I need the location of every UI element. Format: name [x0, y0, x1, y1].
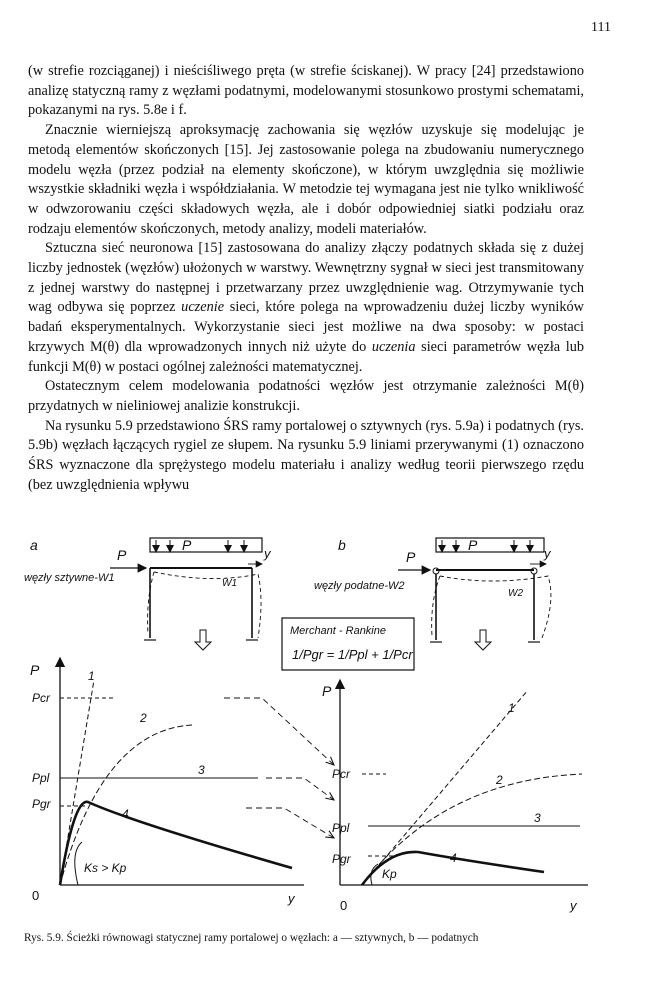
italic-term-uczenia: uczenia: [371, 338, 416, 355]
paragraph-5: Na rysunku 5.9 przedstawiono ŚRS ramy portalowej o sztywnych (rys. 5.9a) i podatnych (rys. 5.9b) węzłach łączących rygiel ze słupem. Na rysunku 5.9 liniami przerywanymi (1) oznaczono ŚRS wyznaczone dla sprężystego modelu materiału i analizy według teorii pierwszego rzędu (bez uwzględnienia wpływu: [28, 417, 584, 493]
curve-2-b: 2: [496, 773, 503, 787]
disp-label-b: y: [544, 546, 551, 561]
figure-caption: Rys. 5.9. Ścieżki równowagi statycznej ramy portalowej o węzłach: a — sztywnych, b — podatnych: [24, 932, 479, 944]
paragraph-3-mid: sieci, które polega na wprowadzeniu dużej liczby wyników badań eksperymentalnych. Wykorzystanie sieci jest możliwe na dwa sposoby: w postaci krzywych M(θ) dla wprowadzonych innych niż użyte do: [28, 299, 584, 355]
disp-label-a: y: [264, 546, 271, 561]
graph-a: [30, 658, 304, 906]
stiffness-a: Ks > Kp: [84, 861, 127, 875]
curve-3-b: 3: [534, 811, 541, 825]
paragraph-3-text: Sztuczna sieć neuronowa [15] zastosowana do analizy złączy podatnych składa się z dużej liczby jednostek (węzłów) ułożonych w warstwy. Wewnętrzny sygnał w sieci jest transmitowany z jednej warstwy do następnej i przetwarzany przez uwzględnienie wag. Otrzymywanie tych wag odbywa się poprzez: [28, 240, 584, 316]
axis-y-b: y: [570, 898, 577, 913]
Pcr-label-b: Pcr: [332, 767, 350, 781]
figure-drawing: [22, 530, 622, 930]
load-top-a: P: [182, 537, 192, 553]
curve-4-a: 4: [122, 807, 129, 821]
axis-P-a: P: [30, 662, 40, 678]
origin-b: 0: [340, 898, 348, 913]
Ppl-label-b: Ppl: [332, 821, 350, 835]
stiffness-b: Kp: [382, 867, 397, 881]
Pcr-label-a: Pcr: [32, 691, 50, 705]
curve-2-a: 2: [140, 711, 147, 725]
joint-tag-b: W2: [508, 588, 523, 599]
Pgr-label-a: Pgr: [32, 797, 51, 811]
italic-term-uczenie: uczenie: [181, 299, 225, 316]
curve-3-a: 3: [198, 763, 205, 777]
joint-tag-a: W1: [222, 578, 237, 589]
panel-b-label: b: [338, 537, 346, 553]
merchant-formula: 1/Pgr = 1/Ppl + 1/Pcr: [292, 647, 413, 662]
Pgr-label-b: Pgr: [332, 852, 351, 866]
paragraph-4: Ostatecznym celem modelowania podatności węzłów jest otrzymanie zależności M(θ) przydatnych w nieliniowej analizie konstrukcji.: [28, 378, 584, 414]
load-a: P: [117, 547, 127, 563]
curve-4-b: 4: [450, 851, 457, 865]
load-top-b: P: [468, 537, 478, 553]
paragraph-2: Znacznie wierniejszą aproksymację zachowania się węzłów uzyskuje się modelując je metodą elementów skończonych [15]. Jej zastosowanie polega na zbudowaniu numerycznego modelu węzła (przez podział na elementy skończone), w którym uwzględnia się możliwie wszystkie składniki węzła i współdziałania. W metodzie tej wymagana jest nie tylko wnikliwość w odwzorowaniu części składowych węzła, ale i dobór odpowiedniej siatki podziału oraz rodzaju elementów skończonych, metody analizy, modeli materiałów.: [28, 122, 584, 237]
page-number: 111: [591, 20, 611, 35]
graph-b: [322, 680, 588, 913]
paragraph-3-end: sieci parametrów węzła lub funkcji M(θ) w postaci ogólnej zależności matematycznej.: [28, 338, 585, 375]
figure-5-9: [22, 530, 622, 930]
transfer-arrows: [224, 698, 334, 838]
panel-a-label: a: [30, 537, 38, 553]
curve-1-a: 1: [88, 669, 95, 683]
paragraph-3: [28, 239, 584, 377]
origin-a: 0: [32, 888, 40, 903]
joint-label-b: węzły podatne-W2: [314, 580, 405, 592]
Ppl-label-a: Ppl: [32, 771, 50, 785]
joint-label-a: węzły sztywne-W1: [24, 572, 115, 584]
body-text: [28, 62, 584, 495]
axis-y-a: y: [288, 891, 295, 906]
frame-a: [24, 537, 272, 650]
curve-1-b: 1: [508, 701, 515, 715]
merchant-title: Merchant - Rankine: [290, 625, 386, 637]
paragraph-1: (w strefie rozciąganej) i nieściśliwego pręta (w strefie ściskanej). W pracy [24] przedstawiono analizę statyczną ramy z węzłami podatnymi, modelowanymi stosunkowo prostymi schematami, pokazanymi na rys. 5.8e i f.: [28, 63, 584, 119]
load-b: P: [406, 549, 416, 565]
axis-P-b: P: [322, 683, 332, 699]
merchant-rankine-box: [282, 618, 414, 670]
